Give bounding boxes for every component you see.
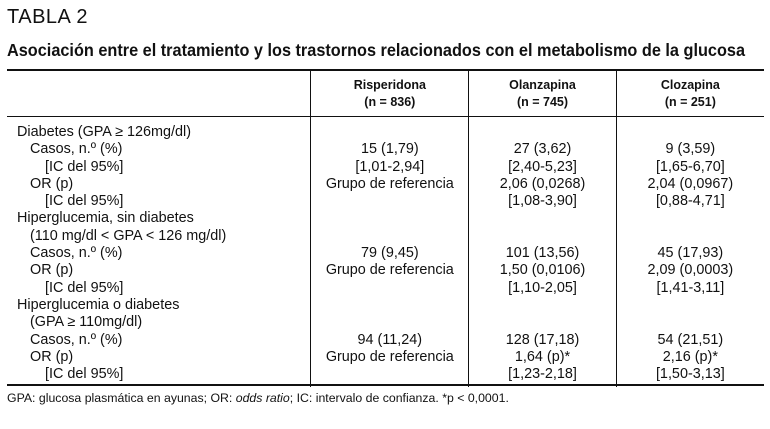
table-row <box>7 159 764 176</box>
table-row <box>7 262 764 279</box>
value-clozapina: [1,50-3,13] <box>616 366 764 387</box>
row-label: Casos, n.º (%) <box>30 331 123 348</box>
value-risperidona: Grupo de referencia <box>311 349 469 366</box>
row-label: [IC del 95%] <box>45 366 124 383</box>
value-clozapina: 9 (3,59) <box>616 141 764 158</box>
table-body <box>7 117 764 388</box>
value-risperidona: 79 (9,45) <box>311 245 469 262</box>
row-label: Casos, n.º (%) <box>30 141 123 158</box>
value-risperidona: 15 (1,79) <box>311 141 469 158</box>
value-risperidona <box>311 297 469 314</box>
header-cell-risperidona <box>311 71 469 117</box>
footnote-text: ; IC: intervalo de confianza. *p < 0,0001. <box>289 391 509 405</box>
header-cell-olanzapina <box>469 71 616 117</box>
value-risperidona <box>311 210 469 227</box>
row-label: Diabetes (GPA ≥ 126mg/dl) <box>17 124 192 140</box>
value-risperidona: Grupo de referencia <box>311 262 469 279</box>
value-olanzapina <box>469 117 616 142</box>
bottom-rule <box>7 384 764 386</box>
value-olanzapina: 27 (3,62) <box>469 141 616 158</box>
row-label: OR (p) <box>30 175 74 192</box>
value-olanzapina: [1,23-2,18] <box>469 366 616 387</box>
value-clozapina <box>616 117 764 142</box>
column-n: (n = 251) <box>664 94 716 109</box>
value-olanzapina: 101 (13,56) <box>469 245 616 262</box>
table-row <box>7 193 764 210</box>
value-clozapina: 54 (21,51) <box>616 332 764 349</box>
table-row <box>7 297 764 314</box>
row-label: OR (p) <box>30 262 74 279</box>
row-label: Casos, n.º (%) <box>30 245 123 262</box>
value-olanzapina: 128 (17,18) <box>469 332 616 349</box>
table-row <box>7 176 764 193</box>
value-olanzapina <box>469 210 616 227</box>
value-olanzapina: [1,08-3,90] <box>469 193 616 210</box>
value-olanzapina: [2,40-5,23] <box>469 159 616 176</box>
row-label: [IC del 95%] <box>45 158 124 175</box>
header-cell-label <box>7 71 311 117</box>
footnote-text: GPA: glucosa plasmática en ayunas; OR: <box>7 391 236 405</box>
row-label: (110 mg/dl < GPA < 126 mg/dl) <box>30 227 227 244</box>
value-risperidona <box>311 228 469 245</box>
value-clozapina: 2,09 (0,0003) <box>616 262 764 279</box>
value-clozapina <box>616 314 764 331</box>
table-row <box>7 245 764 262</box>
column-name: Risperidona <box>353 77 426 92</box>
value-clozapina: [0,88-4,71] <box>616 193 764 210</box>
value-clozapina: 2,16 (p)* <box>616 349 764 366</box>
table-row <box>7 228 764 245</box>
value-risperidona <box>311 314 469 331</box>
value-olanzapina: 1,50 (0,0106) <box>469 262 616 279</box>
row-label: Hiperglucemia, sin diabetes <box>17 210 194 227</box>
column-name: Olanzapina <box>509 77 576 92</box>
value-olanzapina: 2,06 (0,0268) <box>469 176 616 193</box>
table-row <box>7 314 764 331</box>
value-risperidona: Grupo de referencia <box>311 176 469 193</box>
footnote-italic: odds ratio <box>235 391 290 405</box>
row-label: [IC del 95%] <box>45 193 124 210</box>
value-clozapina <box>616 210 764 227</box>
table-row <box>7 141 764 158</box>
value-clozapina <box>616 297 764 314</box>
table-label: TABLA 2 <box>7 6 88 28</box>
table-row <box>7 349 764 366</box>
table-row <box>7 210 764 227</box>
value-risperidona <box>311 193 469 210</box>
header-row <box>7 71 764 117</box>
value-risperidona: [1,01-2,94] <box>311 159 469 176</box>
table-row <box>7 117 764 142</box>
value-clozapina <box>616 228 764 245</box>
value-olanzapina: [1,10-2,05] <box>469 280 616 297</box>
header-cell-clozapina <box>616 71 764 117</box>
column-n: (n = 836) <box>364 94 416 109</box>
value-olanzapina <box>469 228 616 245</box>
value-risperidona: 94 (11,24) <box>311 332 469 349</box>
row-label: [IC del 95%] <box>45 279 124 296</box>
value-clozapina: [1,65-6,70] <box>616 159 764 176</box>
column-name: Clozapina <box>660 77 720 92</box>
table-row <box>7 280 764 297</box>
value-olanzapina <box>469 314 616 331</box>
value-olanzapina <box>469 297 616 314</box>
row-label: OR (p) <box>30 348 74 365</box>
value-clozapina: 2,04 (0,0967) <box>616 176 764 193</box>
table-title: Asociación entre el tratamiento y los trastornos relacionados con el metabolismo de la glucosa <box>7 40 746 60</box>
row-label: (GPA ≥ 110mg/dl) <box>30 314 143 331</box>
value-clozapina: [1,41-3,11] <box>616 280 764 297</box>
column-n: (n = 745) <box>516 94 569 109</box>
table-row <box>7 332 764 349</box>
data-table <box>7 71 764 387</box>
value-risperidona <box>311 280 469 297</box>
footnote <box>7 391 509 405</box>
row-label: Hiperglucemia o diabetes <box>17 296 180 313</box>
value-risperidona <box>311 117 469 142</box>
value-clozapina: 45 (17,93) <box>616 245 764 262</box>
value-olanzapina: 1,64 (p)* <box>469 349 616 366</box>
